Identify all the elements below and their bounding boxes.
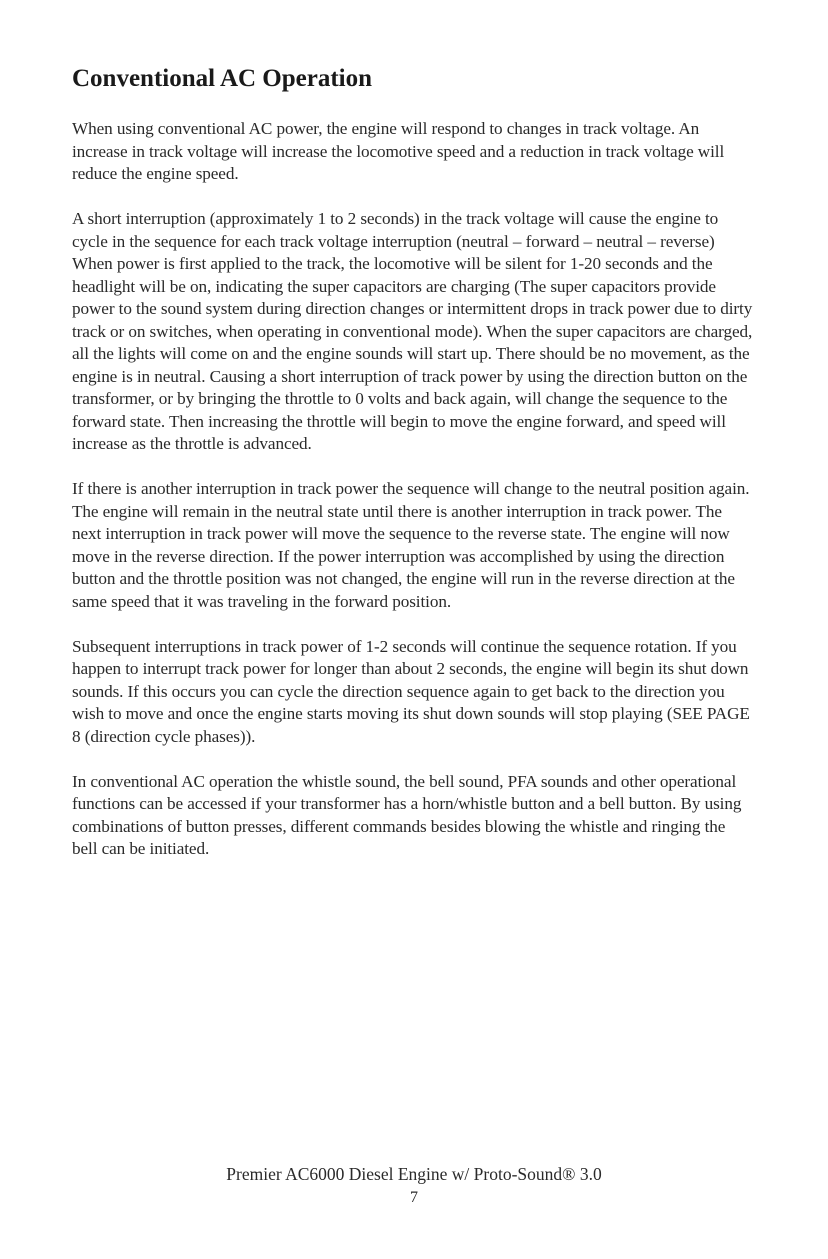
footer-title: Premier AC6000 Diesel Engine w/ Proto-Sound® 3.0 — [226, 1164, 602, 1184]
paragraph-intro: When using conventional AC power, the engine will respond to changes in track voltage. An increase in track voltage will increase the locomotive speed and a reduction in track voltage will reduce the engine speed. — [72, 119, 725, 183]
paragraph-neutral-reverse: If there is another interruption in track power the sequence will change to the neutral position again. The engine will remain in the neutral state until there is another interruption in track power. The next interruption in track power will move the sequence to the reverse state. The engine will now move in the reverse direction. If the power interruption was accomplished by using the direction button and the throttle position was not changed, the engine will run in the reverse direction at the same speed that it was traveling in the forward position. — [72, 479, 750, 611]
paragraph-subsequent-interruptions: Subsequent interruptions in track power of 1-2 seconds will continue the sequence rotation. If you happen to interrupt track power for longer than about 2 seconds, the engine will begin its shut down sounds. If this occurs you can cycle the direction sequence again to get back to the direction you wish to move and once the engine starts moving its shut down sounds will stop playing (SEE PAGE 8 (direction cycle phases)). — [72, 636, 750, 746]
page-title: Conventional AC Operation — [72, 65, 373, 92]
paragraph-interruption-cycle: A short interruption (approximately 1 to 2 seconds) in the track voltage will cause the engine to cycle in the sequence for each track voltage interruption (neutral – forward – neutral – reverse) When power is first applied to the track, the locomotive will be silent for 1-20 seconds and the headlight will be on, indicating the super capacitors are charging (The super capacitors provide power to the sound system during direction changes or intermittent drops in track power due to dirty track or on switches, when operating in conventional mode). When the super capacitors are charged, all the lights will come on and the engine sounds will start up. There should be no movement, as the engine is in neutral. Causing a short interruption of track power by using the direction button on the transformer, or by bringing the throttle to 0 volts and back again, will change the sequence to the forward state. Then increasing the throttle will begin to move the engine forward, and speed will increase as the throttle is advanced. — [72, 209, 753, 453]
page-number: 7 — [410, 1189, 418, 1206]
body-text — [72, 118, 754, 883]
paragraph-sound-functions: In conventional AC operation the whistle sound, the bell sound, PFA sounds and other operational functions can be accessed if your transformer has a horn/whistle button and a bell button. By using combinations of button presses, different commands besides blowing the whistle and ringing the bell can be initiated. — [72, 771, 742, 858]
